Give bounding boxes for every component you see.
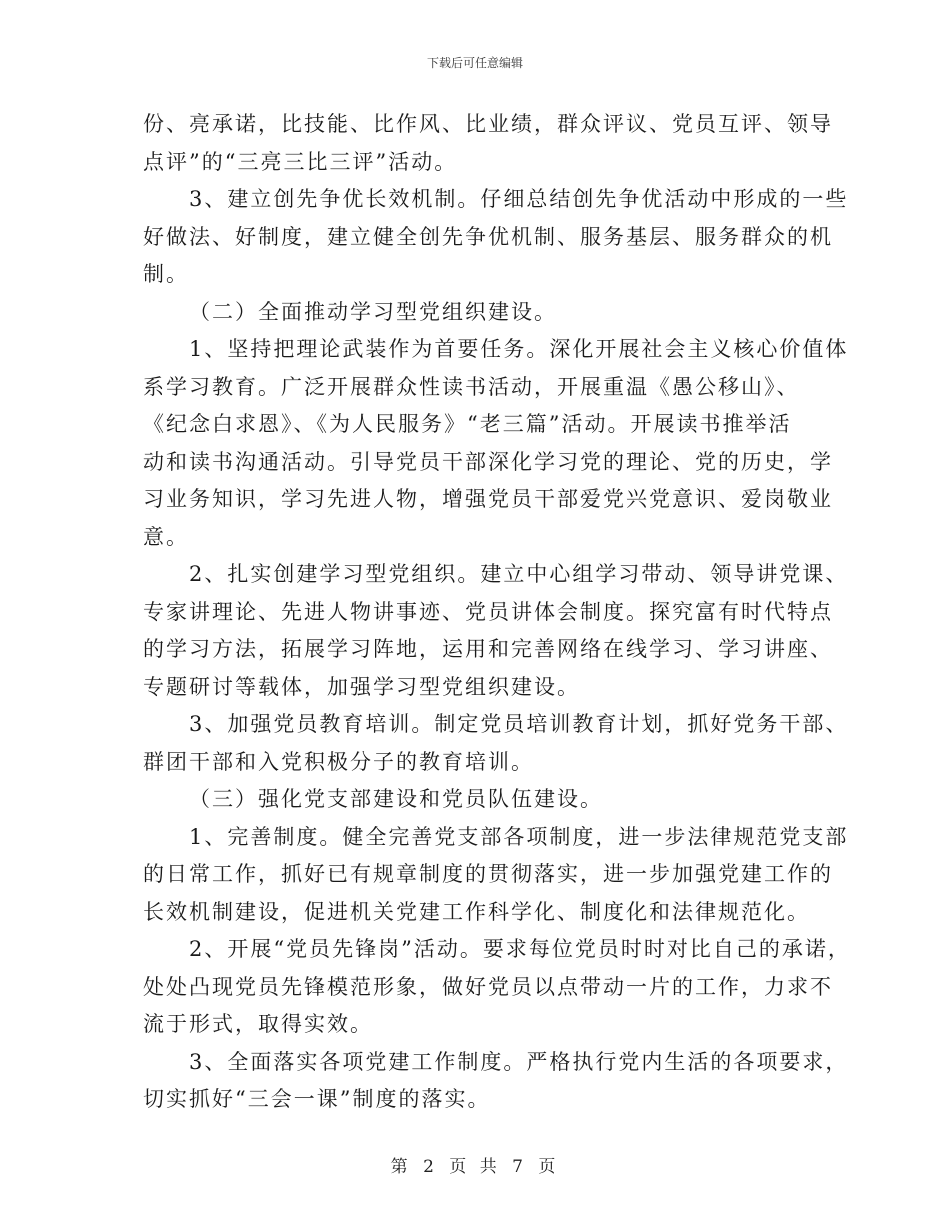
text-line: 专题研讨等载体，加强学习型党组织建设。 bbox=[143, 674, 580, 699]
text-line: 习业务知识，学习先进人物，增强党员干部爱党兴党意识、爱岗敬业 bbox=[143, 487, 833, 511]
text-line: 动和读书沟通活动。引导党员干部深化学习党的理论、党的历史，学 bbox=[143, 449, 833, 474]
text-line: 2、开展“党员先锋岗”活动。要求每位党员时时对比自己的承诺， bbox=[189, 937, 851, 961]
text-line: 的学习方法，拓展学习阵地，运用和完善网络在线学习、学习讲座、 bbox=[143, 637, 833, 661]
page-header: 下载后可任意编辑 bbox=[426, 56, 523, 70]
text-line: 3、加强党员教育培训。制定党员培训教育计划，抓好党务干部、 bbox=[189, 712, 849, 736]
text-line: 处处凸现党员先锋模范形象，做好党员以点带动一片的工作，力求不 bbox=[143, 974, 833, 999]
page-footer bbox=[0, 1152, 950, 1177]
text-line: 的日常工作，抓好已有规章制度的贯彻落实，进一步加强党建工作的 bbox=[143, 862, 833, 886]
text-line: 3、建立创先争优长效机制。仔细总结创先争优活动中形成的一些 bbox=[189, 187, 849, 211]
text-line: 1、坚持把理论武装作为首要任务。深化开展社会主义核心价值体 bbox=[189, 337, 849, 361]
text-line: 长效机制建设，促进机关党建工作科学化、制度化和法律规范化。 bbox=[143, 899, 810, 924]
footer-page-number: 2 bbox=[423, 1157, 438, 1177]
text-line: 系学习教育。广泛开展群众性读书活动，开展重温《愚公移山》、 bbox=[143, 374, 800, 399]
text-line: 流于形式，取得实效。 bbox=[143, 1012, 373, 1036]
text-line: 3、全面落实各项党建工作制度。严格执行党内生活的各项要求， bbox=[189, 1049, 849, 1074]
text-line: 2、扎实创建学习型党组织。建立中心组学习带动、领导讲党课、 bbox=[189, 562, 849, 586]
text-line: 群团干部和入党积极分子的教育培训。 bbox=[143, 749, 534, 774]
text-line: 《纪念白求恩》、《为人民服务》“老三篇”活动。开展读书推举活 bbox=[143, 412, 792, 436]
footer-suffix: 页 bbox=[538, 1157, 560, 1177]
text-line: （三）强化党支部建设和党员队伍建设。 bbox=[189, 787, 603, 811]
text-line: 1、完善制度。健全完善党支部各项制度，进一步法律规范党支部 bbox=[189, 824, 849, 849]
text-line: （二）全面推动学习型党组织建设。 bbox=[189, 299, 557, 324]
text-line: 专家讲理论、先进人物讲事迹、党员讲体会制度。探究富有时代特点 bbox=[143, 599, 833, 624]
text-line: 制。 bbox=[143, 262, 189, 286]
text-line: 切实抓好“三会一课”制度的落实。 bbox=[143, 1087, 491, 1111]
text-line: 点评”的“三亮三比三评”活动。 bbox=[143, 149, 458, 174]
footer-total-pages: 7 bbox=[512, 1157, 527, 1177]
text-line: 好做法、好制度，建立健全创先争优机制、服务基层、服务群众的机 bbox=[143, 224, 833, 249]
text-line: 意。 bbox=[143, 524, 189, 549]
footer-prefix: 第 bbox=[390, 1157, 412, 1177]
document-body bbox=[143, 106, 851, 1119]
body-text bbox=[143, 106, 851, 1119]
text-line: 份、亮承诺，比技能、比作风、比业绩，群众评议、党员互评、领导 bbox=[143, 112, 833, 136]
footer-middle: 页 共 bbox=[449, 1157, 501, 1177]
